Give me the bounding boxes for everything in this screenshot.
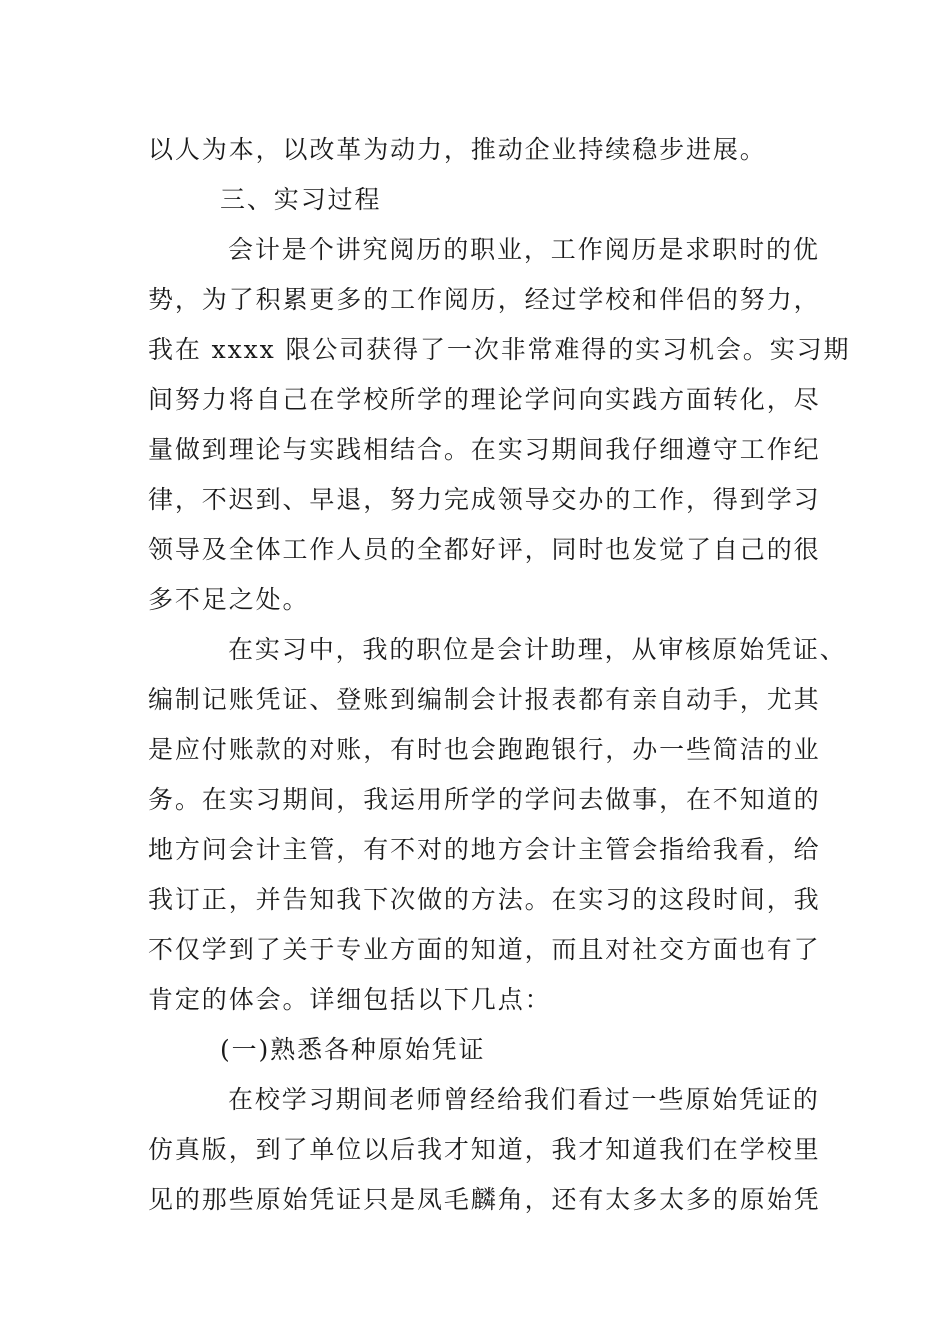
body-text-line: 势，为了积累更多的工作阅历，经过学校和伴侣的努力， xyxy=(148,285,821,314)
body-text-line: 会计是个讲究阅历的职业，工作阅历是求职时的优 xyxy=(228,235,820,264)
body-text-line: 领导及全体工作人员的全都好评，同时也发觉了自己的很 xyxy=(148,535,821,564)
body-text-line: 量做到理论与实践相结合。在实习期间我仔细遵守工作纪 xyxy=(148,435,821,464)
body-text-line: 在实习中，我的职位是会计助理，从审核原始凭证、 xyxy=(228,635,847,664)
body-text-line: 多不足之处。 xyxy=(148,585,310,614)
body-text-line: 肯定的体会。详细包括以下几点： xyxy=(148,985,552,1014)
section-heading: 三、实习过程 xyxy=(220,185,382,214)
body-text-line: 仿真版，到了单位以后我才知道，我才知道我们在学校里 xyxy=(148,1135,821,1164)
subsection-heading: (一)熟悉各种原始凭证 xyxy=(220,1035,486,1064)
body-text-line: 在校学习期间老师曾经给我们看过一些原始凭证的 xyxy=(228,1085,820,1114)
body-text-line: 律，不迟到、早退，努力完成领导交办的工作，得到学习 xyxy=(148,485,821,514)
body-text-line: 我订正，并告知我下次做的方法。在实习的这段时间，我 xyxy=(148,885,821,914)
body-text-line: 是应付账款的对账，有时也会跑跑银行，办一些简洁的业 xyxy=(148,735,821,764)
body-text-line: 不仅学到了关于专业方面的知道，而且对社交方面也有了 xyxy=(148,935,821,964)
body-text-line: 编制记账凭证、登账到编制会计报表都有亲自动手，尤其 xyxy=(148,685,821,714)
body-text-line: 地方问会计主管，有不对的地方会计主管会指给我看，给 xyxy=(148,835,821,864)
body-text-line: 我在 xxxx 限公司获得了一次非常难得的实习机会。实习期 xyxy=(148,335,851,364)
body-text-line: 务。在实习期间，我运用所学的学问去做事，在不知道的 xyxy=(148,785,821,814)
body-text-line: 见的那些原始凭证只是凤毛麟角，还有太多太多的原始凭 xyxy=(148,1185,821,1214)
body-text-line: 间努力将自己在学校所学的理论学问向实践方面转化，尽 xyxy=(148,385,821,414)
body-text-line: 以人为本，以改革为动力，推动企业持续稳步进展。 xyxy=(148,135,767,164)
